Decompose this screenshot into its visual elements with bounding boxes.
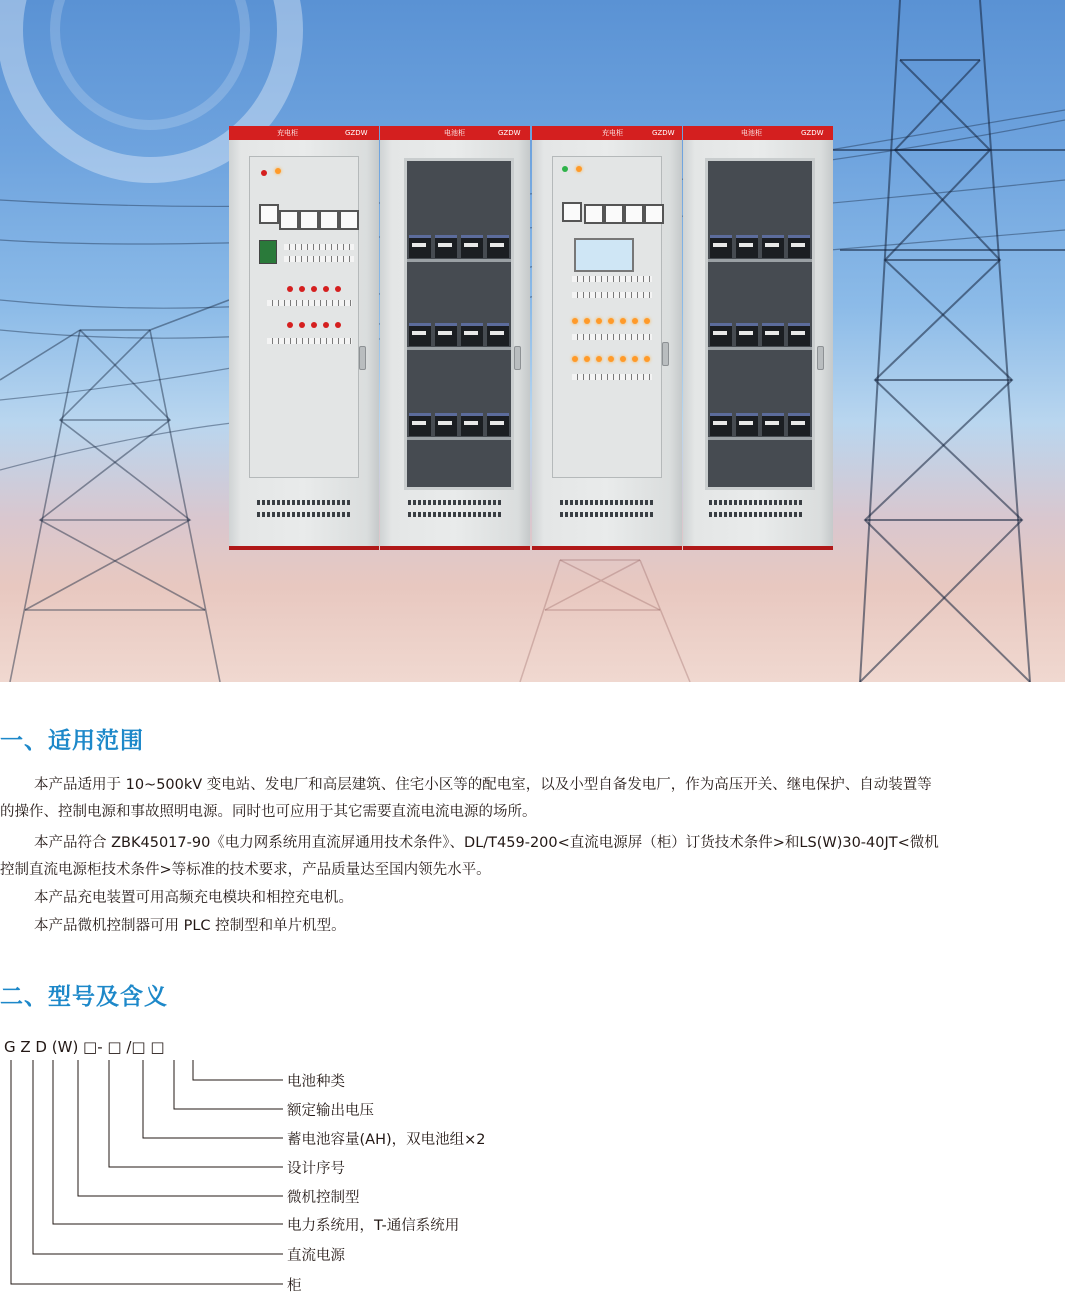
paragraph-1-line-2: 的操作、控制电源和事故照明电源。同时也可应用于其它需要直流电流电源的场所。 <box>0 804 537 820</box>
cabinet-2 <box>380 126 530 546</box>
cabinet-name: 充电柜 <box>602 129 623 137</box>
cabinet-3 <box>532 126 682 546</box>
dc-cabinet-photo <box>229 126 834 550</box>
paragraph-2-line-2: 控制直流电源柜技术条件>等标准的技术要求，产品质量达至国内领先水平。 <box>0 862 491 878</box>
cabinet-name: 电池柜 <box>444 129 465 137</box>
cabinet-name: 电池柜 <box>741 129 762 137</box>
legend-microcomputer-control: 微机控制型 <box>287 1190 360 1206</box>
section-heading-model: 二、型号及含义 <box>0 984 168 1010</box>
cabinet-name: 充电柜 <box>277 129 298 137</box>
paragraph-4: 本产品微机控制器可用 PLC 控制型和单片机型。 <box>34 918 346 934</box>
legend-cabinet: 柜 <box>287 1278 302 1294</box>
model-code: G Z D (W) □- □ /□ □ <box>4 1038 165 1056</box>
model-designation-diagram <box>0 1030 300 1300</box>
cabinet-model: GZDW <box>801 129 824 137</box>
cabinet-4 <box>683 126 833 546</box>
legend-power-system: 电力系统用，T-通信系统用 <box>287 1218 460 1234</box>
cabinet-model: GZDW <box>652 129 675 137</box>
paragraph-1-line-1: 本产品适用于 10~500kV 变电站、发电厂和高层建筑、住宅小区等的配电室，以及小型自备发电厂，作为高压开关、继电保护、自动装置等 <box>34 777 932 793</box>
paragraph-3: 本产品充电装置可用高频充电模块和相控充电机。 <box>34 890 353 906</box>
legend-rated-voltage: 额定输出电压 <box>287 1103 374 1119</box>
cabinet-model: GZDW <box>498 129 521 137</box>
legend-design-serial: 设计序号 <box>287 1161 345 1177</box>
cabinet-1 <box>229 126 379 546</box>
legend-battery-type: 电池种类 <box>287 1074 345 1090</box>
section-heading-scope: 一、适用范围 <box>0 728 144 754</box>
paragraph-2-line-1: 本产品符合 ZBK45017-90《电力网系统用直流屏通用技术条件》、DL/T459-200<直流电源屏（柜）订货技术条件>和LS(W)30-40JT<微机 <box>34 835 939 851</box>
cabinet-model: GZDW <box>345 129 368 137</box>
legend-dc-power: 直流电源 <box>287 1248 345 1264</box>
legend-battery-capacity: 蓄电池容量(AH)，双电池组×2 <box>287 1132 486 1148</box>
